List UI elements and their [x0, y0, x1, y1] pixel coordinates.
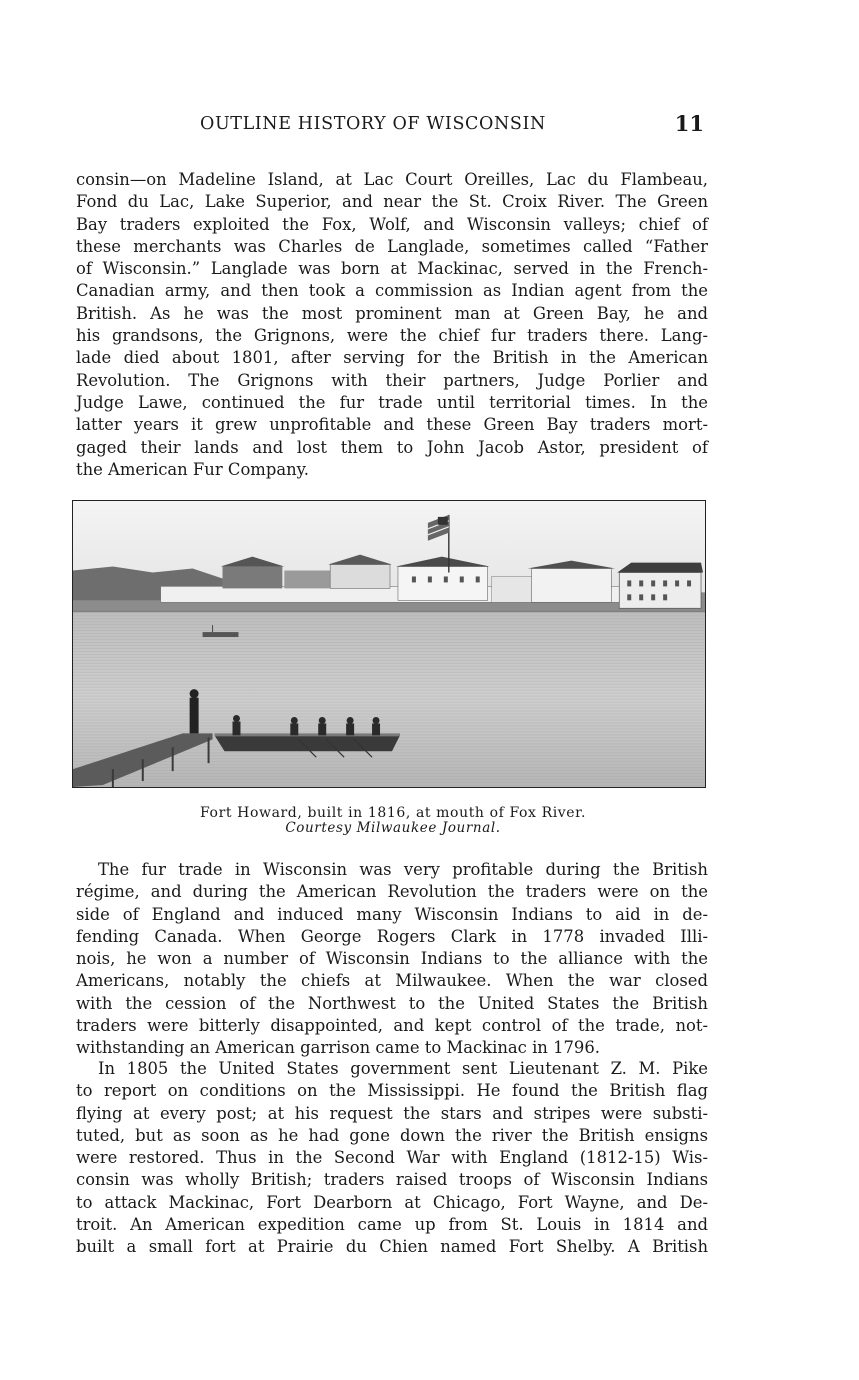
text-line: side of England and induced many Wisconsin Indians to aid in de-: [76, 904, 708, 924]
text-line: built a small fort at Prairie du Chien named Fort Shelby. A British: [76, 1237, 708, 1257]
text-line: British. As he was the most prominent man at Green Bay, he and: [76, 303, 708, 323]
text-line: with the cession of the Northwest to the United States the British: [76, 993, 708, 1013]
fort-howard-illustration: [72, 500, 706, 788]
text-line: Fond du Lac, Lake Superior, and near the St. Croix River. The Green: [76, 192, 708, 212]
text-line: latter years it grew unprofitable and these Green Bay traders mort-: [76, 415, 708, 435]
text-line: Revolution. The Grignons with their partners, Judge Porlier and: [76, 370, 708, 390]
page-number: 11: [674, 111, 704, 136]
paragraph-1: [76, 169, 708, 481]
text-line: to report on conditions on the Mississippi. He found the British flag: [76, 1081, 708, 1101]
text-line: consin—on Madeline Island, at Lac Court Oreilles, Lac du Flambeau,: [76, 170, 708, 189]
text-line: The fur trade in Wisconsin was very profitable during the British: [98, 860, 708, 879]
text-line: Bay traders exploited the Fox, Wolf, and Wisconsin valleys; chief of: [76, 214, 708, 234]
text-line: Judge Lawe, continued the fur trade until territorial times. In the: [76, 392, 708, 412]
text-line: gaged their lands and lost them to John Jacob Astor, president of: [76, 437, 708, 457]
text-line: withstanding an American garrison came to Mackinac in 1796.: [76, 1038, 600, 1058]
text-line: tuted, but as soon as he had gone down the river the British ensigns: [76, 1125, 708, 1145]
text-line: Americans, notably the chiefs at Milwaukee. When the war closed: [76, 971, 708, 991]
text-line: fending Canada. When George Rogers Clark in 1778 invaded Illi-: [76, 926, 708, 946]
text-line: nois, he won a number of Wisconsin Indians to the alliance with the: [76, 949, 708, 969]
text-line: these merchants was Charles de Langlade, sometimes called “Father: [76, 236, 708, 256]
text-line: lade died about 1801, after serving for the British in the American: [76, 348, 708, 368]
text-line: were restored. Thus in the Second War with England (1812-15) Wis-: [76, 1148, 708, 1168]
fort-howard-engraving: [73, 501, 705, 787]
text-line: In 1805 the United States government sent Lieutenant Z. M. Pike: [98, 1059, 708, 1078]
text-line: consin was wholly British; traders raised troops of Wisconsin Indians: [76, 1170, 708, 1190]
text-line: Canadian army, and then took a commission as Indian agent from the: [76, 281, 708, 301]
running-head: [76, 111, 706, 142]
text-line: of Wisconsin.” Langlade was born at Mackinac, served in the French-: [76, 259, 708, 279]
text-line: traders were bitterly disappointed, and kept control of the trade, not-: [76, 1016, 708, 1036]
text-line: his grandsons, the Grignons, were the chief fur traders there. Lang-: [76, 326, 708, 346]
text-line: troit. An American expedition came up from St. Louis in 1814 and: [76, 1215, 708, 1235]
text-line: the American Fur Company.: [76, 459, 309, 479]
paragraph-2: [76, 859, 708, 1060]
text-line: to attack Mackinac, Fort Dearborn at Chicago, Fort Wayne, and De-: [76, 1192, 708, 1212]
text-line: flying at every post; at his request the stars and stripes were substi-: [76, 1103, 708, 1123]
figure-credit: Courtesy Milwaukee Journal.: [285, 820, 501, 836]
running-title: OUTLINE HISTORY OF WISCONSIN: [200, 114, 546, 134]
text-line: régime, and during the American Revolution the traders were on the: [76, 882, 708, 902]
figure-caption: Fort Howard, built in 1816, at mouth of Fox River.: [200, 805, 586, 821]
paragraph-3: [76, 1058, 708, 1259]
